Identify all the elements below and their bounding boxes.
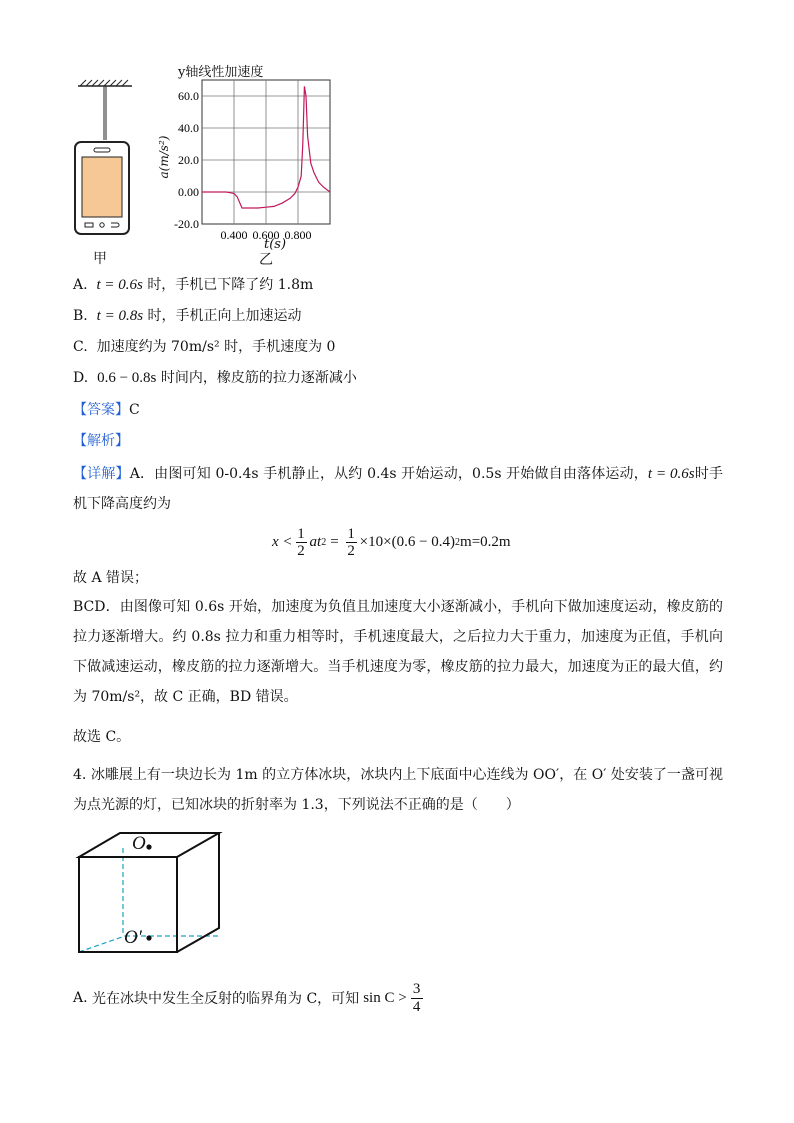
option-d-text: 时间内，橡皮筋的拉力逐渐减小: [160, 370, 357, 386]
y-axis-label: a(m/s²): [157, 135, 171, 179]
analysis-tag: 【解析】: [73, 433, 129, 449]
figure-jia-label: 甲: [93, 251, 107, 267]
answer-line: [73, 400, 140, 420]
phone-figure: [70, 78, 140, 248]
option-a-label: A.: [73, 277, 88, 293]
point-o-label: O: [132, 833, 146, 854]
point-o-prime-label: O′: [124, 927, 142, 948]
option-d-label: D.: [73, 370, 89, 386]
y-tick-label: 60.0: [178, 89, 199, 103]
option-c-text: 加速度约为 70m/s² 时，手机速度为 0: [96, 339, 336, 355]
question-4-option-a: A. 光在冰块中发生全反射的临界角为 C，可知 sin C > 3 4: [73, 978, 423, 1018]
analysis-line: [73, 431, 129, 451]
fraction-half-2: $\frac{1}{2}$: [347, 525, 355, 559]
option-c-label: C.: [73, 339, 88, 355]
chart-ticks: [174, 89, 312, 242]
question-4-stem: 4. 冰雕展上有一块边长为 1m 的立方体冰块，冰块内上下底面中心连线为 OO′，在 O′ 处安装了一盏可视为点光源的灯，已知冰块的折射率为 1.3，下列说法不正确的是（ ）: [73, 767, 723, 813]
fraction-half-1: 1 2: [297, 525, 305, 559]
x-tick-label: 0.800: [284, 228, 312, 242]
y-tick-label: -20.0: [174, 217, 199, 231]
x-tick-label: 0.400: [220, 228, 248, 242]
x-tick-label: 0.600: [252, 228, 280, 242]
answer-value: C: [129, 402, 140, 418]
y-tick-label: 0.00: [178, 185, 199, 199]
y-tick-label: 20.0: [178, 153, 199, 167]
detail-paragraph-2: 故 A 错误；: [73, 570, 149, 586]
option-a-text: 时，手机已下降了约 1.8m: [147, 277, 314, 293]
ice-cube-figure: [74, 830, 224, 956]
answer-tag: 【答案】: [73, 402, 129, 418]
chart-title: y轴线性加速度: [178, 65, 264, 80]
detail-paragraph-3: BCD．由图像可知 0.6s 开始，加速度为负值且加速度大小逐渐减小，手机向下做加速度运动，橡皮筋的拉力逐渐增大。约 0.8s 拉力和重力相等时，手机速度最大，之后拉力大于重力，加速度为正值，手机向下做减速运动，橡皮筋的拉力逐渐增大。当手机速度为零，橡皮筋的拉力最大，加速度为正的最大值，约为 70m/s²，故 C 正确，BD 错误。: [73, 599, 723, 705]
detail-paragraph-1: 【详解】A．由图可知 0-0.4s 手机静止，从约 0.4s 开始运动，0.5s 开始做自由落体运动，t = 0.6s时手机下降高度约为: [73, 466, 723, 512]
option-b-text: 时，手机正向上加速运动: [147, 308, 302, 324]
fraction-three-quarters: 3 4: [411, 981, 423, 1016]
option-b: [73, 306, 302, 326]
option-c: [73, 337, 335, 357]
x-axis-label: t(s): [264, 237, 287, 252]
option-b-label: B.: [73, 308, 88, 324]
option-d-formula: 0.6 − 0.8s: [97, 370, 157, 386]
chart-grid: [202, 80, 330, 224]
option-d: [73, 368, 357, 388]
detail-paragraph-4: 故选 C。: [73, 729, 131, 745]
figure-yi-label: 乙: [259, 252, 273, 268]
option-b-formula: t = 0.8s: [96, 308, 144, 324]
detail-tag: 【详解】: [73, 466, 130, 482]
equation: x < 1 2 at 2 = $\frac{1}{2}$ ×10×(0.6 − 0.4) 2 m=0.2m: [272, 525, 511, 559]
acceleration-chart: [150, 78, 335, 258]
y-tick-label: 40.0: [178, 121, 199, 135]
option-a: [73, 275, 313, 295]
option-a-formula: t = 0.6s: [96, 277, 143, 293]
